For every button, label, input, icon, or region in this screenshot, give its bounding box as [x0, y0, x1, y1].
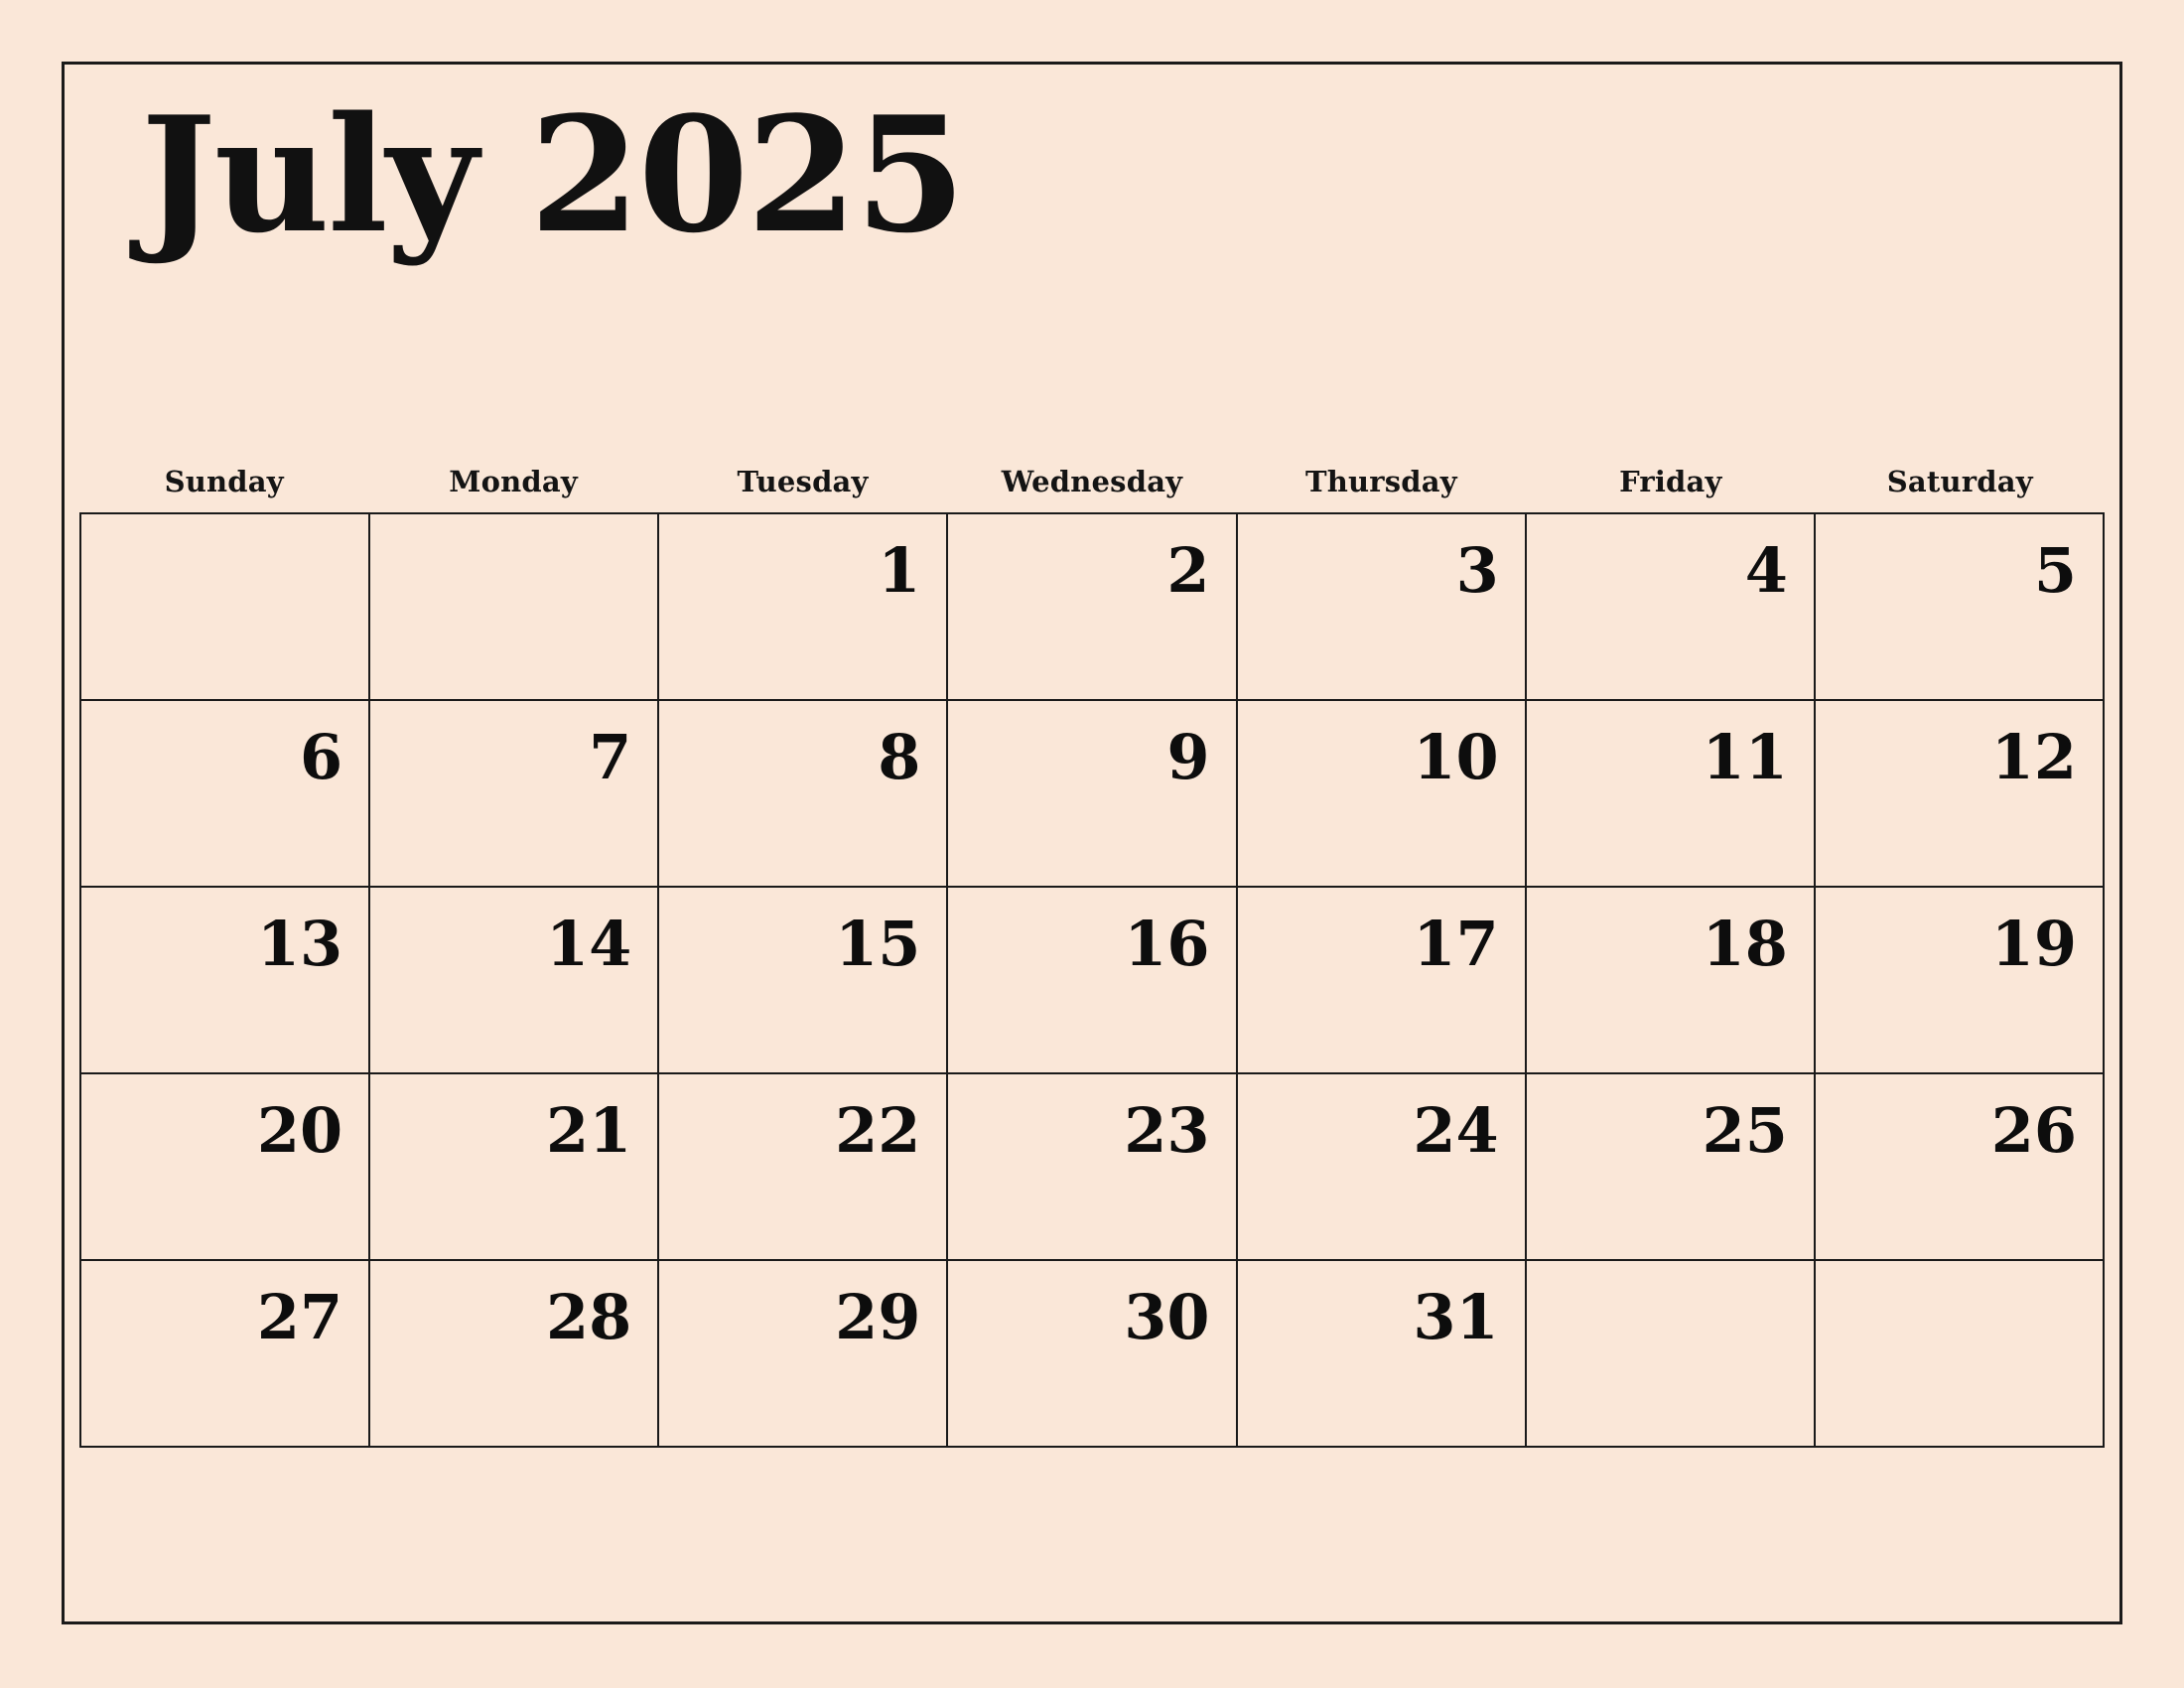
day-number: 6 [300, 721, 343, 793]
day-number: 22 [835, 1094, 921, 1167]
day-number: 31 [1413, 1281, 1499, 1353]
day-cell[interactable] [1527, 514, 1816, 701]
day-cell[interactable] [1238, 1261, 1527, 1448]
day-number: 24 [1413, 1094, 1499, 1167]
weekday-header-thursday: Thursday [1304, 465, 1457, 498]
day-number: 10 [1413, 721, 1499, 793]
day-cell[interactable] [1816, 701, 2105, 888]
day-number: 27 [256, 1281, 343, 1353]
day-cell[interactable] [81, 1074, 370, 1261]
day-cell[interactable] [370, 701, 659, 888]
day-cell[interactable] [370, 1261, 659, 1448]
day-number: 23 [1124, 1094, 1210, 1167]
calendar-grid [79, 449, 2105, 1448]
day-cell[interactable] [370, 1074, 659, 1261]
day-number: 15 [835, 908, 921, 980]
calendar-week-row [81, 888, 2105, 1074]
day-cell[interactable] [659, 1074, 948, 1261]
day-cell[interactable] [948, 1074, 1237, 1261]
day-number: 20 [256, 1094, 343, 1167]
day-cell[interactable] [948, 888, 1237, 1074]
day-number: 26 [1990, 1094, 2077, 1167]
day-cell[interactable] [948, 514, 1237, 701]
day-cell[interactable] [1527, 1074, 1816, 1261]
day-number: 8 [878, 721, 921, 793]
day-cell[interactable] [1816, 1074, 2105, 1261]
day-cell[interactable] [659, 701, 948, 888]
day-cell[interactable] [659, 888, 948, 1074]
day-cell[interactable] [948, 701, 1237, 888]
weekday-header-friday: Friday [1619, 465, 1722, 498]
day-number: 25 [1702, 1094, 1788, 1167]
day-cell[interactable] [1816, 888, 2105, 1074]
day-number: 19 [1990, 908, 2077, 980]
calendar-week-row [81, 701, 2105, 888]
page-title: July 2025 [141, 81, 964, 268]
day-number: 13 [256, 908, 343, 980]
day-number: 12 [1990, 721, 2077, 793]
day-cell[interactable] [1816, 514, 2105, 701]
day-number: 2 [1166, 534, 1210, 607]
day-cell[interactable] [370, 514, 659, 701]
day-cell[interactable] [1238, 701, 1527, 888]
day-number: 1 [878, 534, 921, 607]
day-cell[interactable] [81, 1261, 370, 1448]
day-number: 7 [589, 721, 632, 793]
day-number: 30 [1124, 1281, 1210, 1353]
day-cell[interactable] [81, 514, 370, 701]
weekday-header-wednesday: Wednesday [1001, 465, 1183, 498]
weekday-header-row [79, 449, 2105, 506]
weekday-header-tuesday: Tuesday [737, 465, 869, 498]
day-number: 17 [1413, 908, 1499, 980]
calendar-week-row [81, 1074, 2105, 1261]
day-number: 4 [1744, 534, 1788, 607]
day-cell[interactable] [370, 888, 659, 1074]
weekday-header-monday: Monday [449, 465, 578, 498]
day-cell[interactable] [1527, 1261, 1816, 1448]
day-cell[interactable] [659, 1261, 948, 1448]
day-number: 9 [1166, 721, 1210, 793]
day-cell[interactable] [81, 701, 370, 888]
calendar-week-row [81, 514, 2105, 701]
day-number: 28 [546, 1281, 632, 1353]
day-number: 11 [1702, 721, 1788, 793]
day-number: 21 [546, 1094, 632, 1167]
day-cell[interactable] [1527, 888, 1816, 1074]
day-number: 5 [2033, 534, 2077, 607]
day-cell[interactable] [1238, 1074, 1527, 1261]
day-number: 18 [1702, 908, 1788, 980]
day-number: 16 [1124, 908, 1210, 980]
day-cell[interactable] [1238, 514, 1527, 701]
day-cell[interactable] [1816, 1261, 2105, 1448]
day-cell[interactable] [1527, 701, 1816, 888]
day-cell[interactable] [81, 888, 370, 1074]
calendar-weeks [79, 512, 2105, 1448]
day-number: 29 [835, 1281, 921, 1353]
weekday-header-sunday: Sunday [164, 465, 284, 498]
day-number: 3 [1455, 534, 1499, 607]
day-cell[interactable] [659, 514, 948, 701]
weekday-header-saturday: Saturday [1886, 465, 2033, 498]
calendar-week-row [81, 1261, 2105, 1448]
day-number: 14 [546, 908, 632, 980]
day-cell[interactable] [1238, 888, 1527, 1074]
day-cell[interactable] [948, 1261, 1237, 1448]
